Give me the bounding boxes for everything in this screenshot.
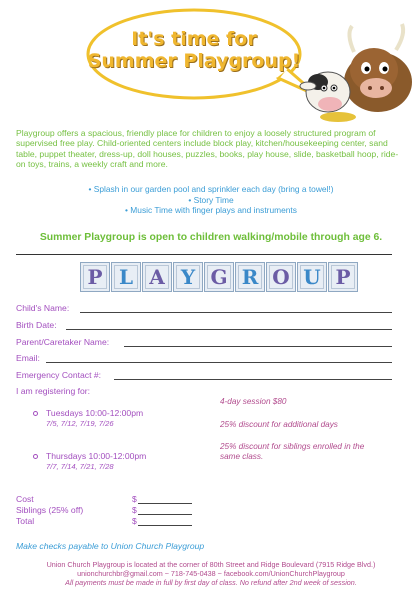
cows-illustration-icon bbox=[298, 20, 419, 124]
siblings-cost-label: Siblings (25% off) bbox=[16, 505, 84, 515]
letter-block: P bbox=[80, 262, 110, 292]
tuesday-session-dates: 7/5, 7/12, 7/19, 7/26 bbox=[46, 419, 114, 428]
title-line-2: Summer Playgroup! bbox=[87, 50, 301, 72]
siblings-discount-line-2: same class. bbox=[220, 452, 264, 462]
siblings-cost-field[interactable] bbox=[138, 514, 192, 515]
child-name-label: Child's Name: bbox=[16, 303, 70, 313]
letter-block: P bbox=[328, 262, 358, 292]
parent-name-label: Parent/Caretaker Name: bbox=[16, 337, 110, 347]
letter-block: A bbox=[142, 262, 172, 292]
intro-paragraph: Playgroup offers a spacious, friendly place for children to enjoy a loosely structured program of supervised free play. Child-oriented centers include block play, kitchen/housekeeping center, sand table, puppet theater, dress-up, doll houses, puzzles, books, play house, slide, basketball hoop, ride-on toys, trains, a weekly craft and more. bbox=[16, 128, 399, 169]
list-item: • Splash in our garden pool and sprinkler each day (bring a towel!) bbox=[88, 184, 334, 194]
child-name-field[interactable] bbox=[80, 312, 392, 313]
footer-contact: unionchurchbr@gmail.com ~ 718-745-0438 ~ facebook.com/UnionChurchPlaygroup bbox=[77, 568, 345, 578]
total-currency: $ bbox=[132, 516, 137, 526]
parent-name-field[interactable] bbox=[124, 346, 392, 347]
thursday-session-label: Thursdays 10:00-12:00pm bbox=[46, 451, 147, 461]
eligibility-statement: Summer Playgroup is open to children walking/mobile through age 6. bbox=[39, 232, 383, 243]
emergency-contact-field[interactable] bbox=[114, 379, 392, 380]
total-label: Total bbox=[16, 516, 35, 526]
total-field[interactable] bbox=[138, 525, 192, 526]
thursday-session-dates: 7/7, 7/14, 7/21, 7/28 bbox=[46, 462, 114, 471]
registering-label: I am registering for: bbox=[16, 386, 91, 396]
tuesday-checkbox[interactable] bbox=[33, 411, 38, 416]
letter-block: U bbox=[297, 262, 327, 292]
cost-field[interactable] bbox=[138, 503, 192, 504]
footer bbox=[16, 561, 406, 587]
letter-block: O bbox=[266, 262, 296, 292]
title-bubble bbox=[86, 6, 326, 116]
activities-list bbox=[16, 184, 406, 216]
page-title bbox=[86, 28, 302, 72]
cost-currency: $ bbox=[132, 494, 137, 504]
thursday-checkbox[interactable] bbox=[33, 454, 38, 459]
letter-block: R bbox=[235, 262, 265, 292]
title-line-1: It's time for bbox=[131, 28, 257, 50]
siblings-discount-line-1: 25% discount for siblings enrolled in the bbox=[220, 442, 365, 451]
footer-payment-policy: All payments must be made in full by first day of class. No refund after 2nd week of session. bbox=[65, 577, 357, 587]
tuesday-session-label: Tuesdays 10:00-12:00pm bbox=[46, 408, 144, 418]
playgroup-blocks-logo bbox=[80, 262, 359, 292]
divider bbox=[16, 254, 392, 255]
footer-address: Union Church Playgroup is located at the corner of 80th Street and Ridge Boulevard (7915 Ridge Blvd.) bbox=[46, 560, 376, 569]
session-price: 4-day session $80 bbox=[220, 397, 287, 406]
emergency-contact-label: Emergency Contact #: bbox=[16, 370, 102, 380]
list-item: • Story Time bbox=[188, 194, 234, 205]
email-label: Email: bbox=[16, 353, 40, 363]
letter-block: L bbox=[111, 262, 141, 292]
siblings-cost-currency: $ bbox=[132, 505, 137, 515]
birth-date-label: Birth Date: bbox=[16, 320, 57, 330]
cost-label: Cost bbox=[16, 494, 34, 504]
additional-days-discount: 25% discount for additional days bbox=[220, 420, 338, 429]
list-item: • Music Time with finger plays and instruments bbox=[125, 205, 297, 216]
checks-payable-note: Make checks payable to Union Church Playgroup bbox=[16, 541, 205, 551]
email-field[interactable] bbox=[46, 362, 392, 363]
birth-date-field[interactable] bbox=[66, 329, 392, 330]
letter-block: G bbox=[204, 262, 234, 292]
letter-block: Y bbox=[173, 262, 203, 292]
siblings-discount bbox=[220, 442, 364, 463]
